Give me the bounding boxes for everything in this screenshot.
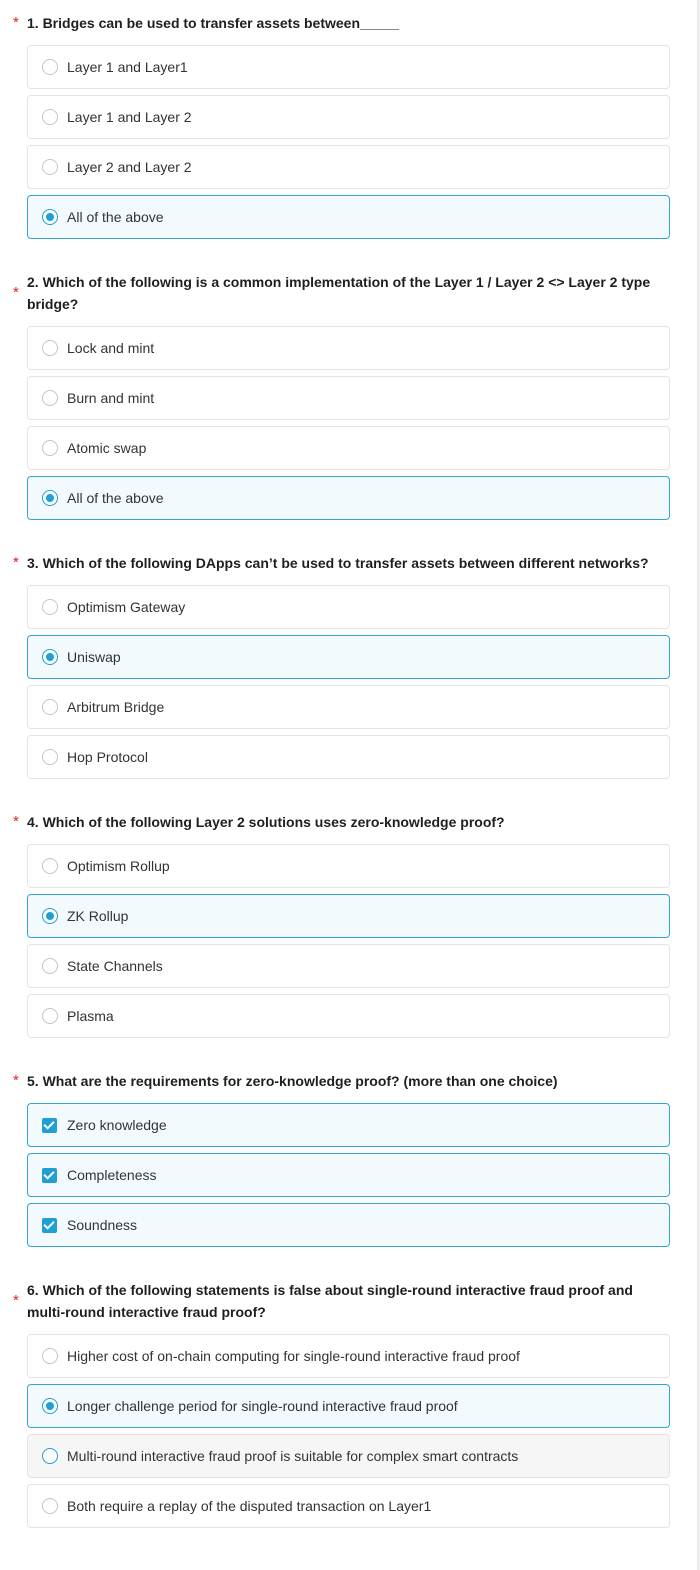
option-q4-1[interactable] bbox=[27, 844, 670, 888]
option-q1-4[interactable] bbox=[27, 195, 670, 239]
radio-checked-icon[interactable] bbox=[42, 649, 58, 665]
option-label: Atomic swap bbox=[67, 440, 147, 456]
checkbox-checked-icon[interactable] bbox=[42, 1218, 57, 1233]
question-2 bbox=[13, 259, 670, 520]
option-label: Arbitrum Bridge bbox=[67, 699, 165, 715]
option-q1-3[interactable] bbox=[27, 145, 670, 189]
question-title bbox=[13, 0, 670, 45]
radio-unchecked-icon[interactable] bbox=[42, 858, 58, 874]
option-label: Plasma bbox=[67, 1008, 114, 1024]
question-title bbox=[13, 1267, 670, 1334]
option-label: Layer 1 and Layer 2 bbox=[67, 109, 192, 125]
question-title bbox=[13, 540, 670, 585]
option-label: Longer challenge period for single-round interactive fraud proof bbox=[67, 1398, 458, 1414]
option-q3-1[interactable] bbox=[27, 585, 670, 629]
question-title bbox=[13, 1058, 670, 1103]
option-label: Uniswap bbox=[67, 649, 121, 665]
checkbox-checked-icon[interactable] bbox=[42, 1118, 57, 1133]
option-q1-1[interactable] bbox=[27, 45, 670, 89]
question-text: 5. What are the requirements for zero-knowledge proof? (more than one choice) bbox=[27, 1073, 558, 1089]
radio-unchecked-icon[interactable] bbox=[42, 159, 58, 175]
required-mark: * bbox=[13, 284, 19, 301]
option-q5-3[interactable] bbox=[27, 1203, 670, 1247]
option-q6-1[interactable] bbox=[27, 1334, 670, 1378]
option-label: All of the above bbox=[67, 209, 164, 225]
option-q5-2[interactable] bbox=[27, 1153, 670, 1197]
question-6 bbox=[13, 1267, 670, 1528]
radio-checked-icon[interactable] bbox=[42, 209, 58, 225]
option-q4-2[interactable] bbox=[27, 894, 670, 938]
option-q2-2[interactable] bbox=[27, 376, 670, 420]
radio-unchecked-icon[interactable] bbox=[42, 599, 58, 615]
radio-unchecked-icon[interactable] bbox=[42, 1498, 58, 1514]
required-mark: * bbox=[13, 14, 19, 31]
option-label: Optimism Rollup bbox=[67, 858, 170, 874]
option-label: Soundness bbox=[67, 1217, 138, 1233]
option-q2-4[interactable] bbox=[27, 476, 670, 520]
radio-unchecked-icon[interactable] bbox=[42, 1448, 58, 1464]
required-mark: * bbox=[13, 1072, 19, 1089]
option-label: State Channels bbox=[67, 958, 163, 974]
option-q4-3[interactable] bbox=[27, 944, 670, 988]
question-4 bbox=[13, 799, 670, 1038]
option-q2-3[interactable] bbox=[27, 426, 670, 470]
radio-unchecked-icon[interactable] bbox=[42, 440, 58, 456]
option-label: Layer 2 and Layer 2 bbox=[67, 159, 192, 175]
question-1 bbox=[13, 0, 670, 239]
option-q6-3[interactable] bbox=[27, 1434, 670, 1478]
option-label: Both require a replay of the disputed transaction on Layer1 bbox=[67, 1498, 432, 1514]
checkbox-checked-icon[interactable] bbox=[42, 1168, 57, 1183]
option-q6-4[interactable] bbox=[27, 1484, 670, 1528]
radio-unchecked-icon[interactable] bbox=[42, 340, 58, 356]
option-q5-1[interactable] bbox=[27, 1103, 670, 1147]
option-q6-2[interactable] bbox=[27, 1384, 670, 1428]
option-q3-3[interactable] bbox=[27, 685, 670, 729]
option-label: Multi-round interactive fraud proof is suitable for complex smart contracts bbox=[67, 1448, 519, 1464]
radio-checked-icon[interactable] bbox=[42, 908, 58, 924]
question-text: 3. Which of the following DApps can’t be used to transfer assets between different networks? bbox=[27, 555, 649, 571]
question-3 bbox=[13, 540, 670, 779]
radio-unchecked-icon[interactable] bbox=[42, 1348, 58, 1364]
option-label: Higher cost of on-chain computing for single-round interactive fraud proof bbox=[67, 1348, 520, 1364]
required-mark: * bbox=[13, 813, 19, 830]
option-label: Completeness bbox=[67, 1167, 157, 1183]
radio-unchecked-icon[interactable] bbox=[42, 109, 58, 125]
question-text: 1. Bridges can be used to transfer assets between_____ bbox=[27, 15, 399, 31]
option-q3-2[interactable] bbox=[27, 635, 670, 679]
option-label: Hop Protocol bbox=[67, 749, 148, 765]
radio-checked-icon[interactable] bbox=[42, 1398, 58, 1414]
question-text: 4. Which of the following Layer 2 solutions uses zero-knowledge proof? bbox=[27, 814, 505, 830]
option-label: ZK Rollup bbox=[67, 908, 129, 924]
question-title bbox=[13, 259, 670, 326]
radio-checked-icon[interactable] bbox=[42, 490, 58, 506]
option-label: Burn and mint bbox=[67, 390, 155, 406]
question-text: 2. Which of the following is a common implementation of the Layer 1 / Layer 2 <> Layer 2 type bridge? bbox=[27, 274, 651, 312]
option-label: All of the above bbox=[67, 490, 164, 506]
question-text: 6. Which of the following statements is false about single-round interactive fraud proof and multi-round interactive fraud proof? bbox=[27, 1282, 633, 1320]
required-mark: * bbox=[13, 1292, 19, 1309]
question-title bbox=[13, 799, 670, 844]
option-label: Layer 1 and Layer1 bbox=[67, 59, 188, 75]
required-mark: * bbox=[13, 554, 19, 571]
option-label: Zero knowledge bbox=[67, 1117, 167, 1133]
radio-unchecked-icon[interactable] bbox=[42, 390, 58, 406]
question-5 bbox=[13, 1058, 670, 1247]
radio-unchecked-icon[interactable] bbox=[42, 59, 58, 75]
option-label: Lock and mint bbox=[67, 340, 155, 356]
radio-unchecked-icon[interactable] bbox=[42, 1008, 58, 1024]
option-q4-4[interactable] bbox=[27, 994, 670, 1038]
option-q3-4[interactable] bbox=[27, 735, 670, 779]
radio-unchecked-icon[interactable] bbox=[42, 958, 58, 974]
radio-unchecked-icon[interactable] bbox=[42, 699, 58, 715]
option-q2-1[interactable] bbox=[27, 326, 670, 370]
option-label: Optimism Gateway bbox=[67, 599, 186, 615]
radio-unchecked-icon[interactable] bbox=[42, 749, 58, 765]
option-q1-2[interactable] bbox=[27, 95, 670, 139]
